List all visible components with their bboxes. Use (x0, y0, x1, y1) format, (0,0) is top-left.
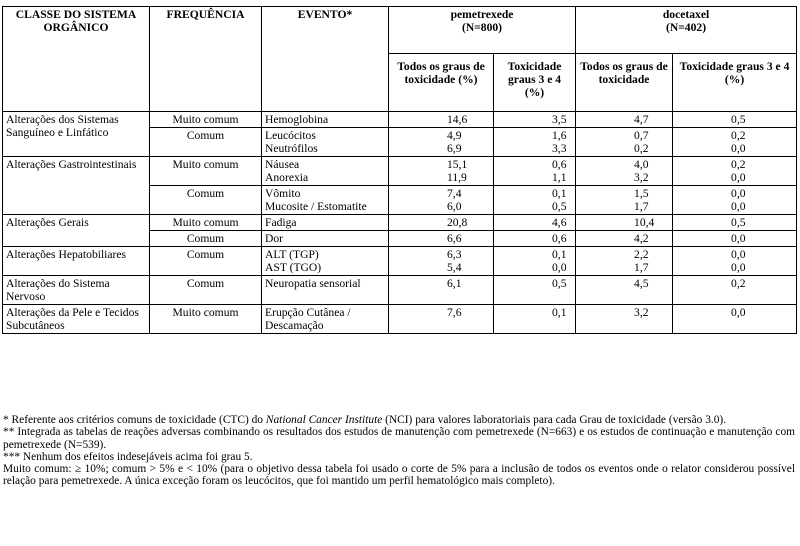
event-cell (262, 305, 389, 334)
doc-all-cell-line: 3,2 (634, 306, 649, 319)
doc-all-cell-line: 10,4 (634, 216, 655, 229)
doc-grade34-cell (673, 112, 797, 128)
header-docetaxel-n: (N=402) (665, 21, 707, 34)
pem-grade34-cell-line: 3,5 (552, 113, 567, 126)
pem-all-cell (389, 128, 494, 157)
pem-grade34-cell (494, 276, 576, 305)
pem-grade34-cell-line: 3,3 (552, 142, 567, 155)
pem-all-cell (389, 231, 494, 247)
header-docetaxel-name: docetaxel (662, 8, 710, 21)
pem-grade34-cell-line: 0,5 (552, 277, 567, 290)
frequency-cell: Comum (150, 128, 262, 157)
pem-all-cell-line: 6,3 (447, 248, 462, 261)
header-docetaxel (576, 7, 797, 54)
header-organ-system: CLASSE DO SISTEMA ORGÂNICO (3, 7, 150, 112)
doc-all-cell (576, 305, 673, 334)
event-cell (262, 186, 389, 215)
doc-all-cell (576, 247, 673, 276)
table-row (3, 305, 797, 334)
doc-all-cell (576, 231, 673, 247)
table-row (3, 157, 797, 186)
footnote-frequency: Muito comum: ≥ 10%; comum > 5% e < 10% (para o objetivo dessa tabela foi usado o corte de 5% para a inclusão de todos os eventos onde o relator considerou possível relação para pemetrexede. A única exceção foram os leucócitos, que foi mantido um perfil hematológico mais completo). (3, 463, 795, 488)
event-cell-line: AST (TGO) (265, 261, 322, 274)
header-pem-all-grades: Todos os graus de toxicidade (%) (389, 54, 494, 112)
doc-grade34-cell (673, 128, 797, 157)
event-cell-line: ALT (TGP) (265, 248, 319, 261)
header-doc-all-grades: Todos os graus de toxicidade (576, 54, 673, 112)
doc-grade34-cell-line: 0,0 (731, 142, 746, 155)
frequency-cell: Comum (150, 276, 262, 305)
header-doc-grade34: Toxicidade graus 3 e 4 (%) (673, 54, 797, 112)
doc-all-cell-line: 4,0 (634, 158, 649, 171)
frequency-cell: Comum (150, 231, 262, 247)
doc-grade34-cell-line: 0,0 (731, 171, 746, 184)
organ-system-cell: Alterações Hepatobiliares (3, 247, 150, 276)
event-cell (262, 157, 389, 186)
frequency-cell: Muito comum (150, 157, 262, 186)
pem-all-cell-line: 7,6 (447, 306, 462, 319)
event-cell-line: Fadiga (265, 216, 297, 229)
doc-grade34-cell-line: 0,0 (731, 232, 746, 245)
doc-all-cell-line: 1,5 (634, 187, 649, 200)
pem-grade34-cell (494, 112, 576, 128)
pem-grade34-cell-line: 0,1 (552, 248, 567, 261)
pem-grade34-cell-line: 0,6 (552, 158, 567, 171)
pem-grade34-cell (494, 305, 576, 334)
pem-grade34-cell-line: 0,0 (552, 261, 567, 274)
pem-all-cell-line: 5,4 (447, 261, 462, 274)
event-cell-line: Leucócitos (265, 129, 316, 142)
frequency-cell: Muito comum (150, 112, 262, 128)
frequency-cell: Comum (150, 247, 262, 276)
frequency-cell: Muito comum (150, 215, 262, 231)
event-cell (262, 231, 389, 247)
doc-all-cell-line: 4,7 (634, 113, 649, 126)
event-cell-line: Náusea (265, 158, 300, 171)
pem-grade34-cell (494, 186, 576, 215)
footnote-ctc-b: (NCI) para valores laboratoriais para cada Grau de toxicidade (versão 3.0). (382, 414, 727, 426)
header-pemetrexede (389, 7, 576, 54)
doc-grade34-cell (673, 305, 797, 334)
doc-grade34-cell (673, 231, 797, 247)
pem-all-cell-line: 20,8 (447, 216, 468, 229)
event-cell-line: Neuropatia sensorial (265, 277, 361, 290)
table-row (3, 215, 797, 231)
doc-grade34-cell (673, 157, 797, 186)
doc-all-cell (576, 186, 673, 215)
doc-all-cell-line: 4,2 (634, 232, 649, 245)
pem-all-cell-line: 6,6 (447, 232, 462, 245)
event-cell-line: Mucosite / Estomatite (265, 200, 367, 213)
doc-all-cell (576, 157, 673, 186)
doc-all-cell-line: 0,2 (634, 142, 649, 155)
footnote-grade5: *** Nenhum dos efeitos indesejáveis acima foi grau 5. (3, 450, 253, 463)
pem-grade34-cell-line: 0,1 (552, 306, 567, 319)
pem-all-cell-line: 6,1 (447, 277, 462, 290)
adverse-events-table (2, 6, 797, 334)
organ-system-cell: Alterações Gastrointestinais (3, 157, 150, 215)
header-event: EVENTO* (262, 7, 389, 112)
pem-grade34-cell-line: 0,1 (552, 187, 567, 200)
doc-grade34-cell-line: 0,5 (731, 113, 746, 126)
table-row (3, 276, 797, 305)
pem-all-cell-line: 6,9 (447, 142, 462, 155)
doc-grade34-cell-line: 0,0 (731, 187, 746, 200)
doc-all-cell-line: 1,7 (634, 261, 649, 274)
event-cell-line: Erupção Cutânea / Descamação (265, 306, 351, 332)
pem-all-cell-line: 4,9 (447, 129, 462, 142)
event-cell-line: Dor (265, 232, 284, 245)
doc-all-cell-line: 2,2 (634, 248, 649, 261)
pem-all-cell-line: 14,6 (447, 113, 468, 126)
table-row (3, 247, 797, 276)
footnote-ctc-a: * Referente aos critérios comuns de toxicidade (CTC) do (3, 414, 266, 426)
pem-all-cell-line: 6,0 (447, 200, 462, 213)
doc-grade34-cell-line: 0,2 (731, 277, 746, 290)
pem-all-cell (389, 305, 494, 334)
pem-grade34-cell-line: 0,6 (552, 232, 567, 245)
pem-grade34-cell (494, 157, 576, 186)
pem-all-cell-line: 7,4 (447, 187, 462, 200)
doc-all-cell-line: 4,5 (634, 277, 649, 290)
event-cell-line: Hemoglobina (265, 113, 329, 126)
organ-system-cell: Alterações dos Sistemas Sanguíneo e Linfático (3, 112, 150, 157)
organ-system-cell: Alterações da Pele e Tecidos Subcutâneos (3, 305, 150, 334)
pem-grade34-cell (494, 128, 576, 157)
pem-all-cell (389, 186, 494, 215)
doc-all-cell (576, 276, 673, 305)
doc-all-cell-line: 0,7 (634, 129, 649, 142)
event-cell (262, 276, 389, 305)
footnotes (3, 414, 795, 488)
pem-all-cell (389, 112, 494, 128)
event-cell-line: Anorexia (265, 171, 309, 184)
doc-grade34-cell-line: 0,0 (731, 306, 746, 319)
header-frequency: FREQUÊNCIA (150, 7, 262, 112)
doc-grade34-cell-line: 0,2 (731, 158, 746, 171)
organ-system-cell: Alterações do Sistema Nervoso (3, 276, 150, 305)
doc-all-cell (576, 128, 673, 157)
pem-all-cell-line: 15,1 (447, 158, 468, 171)
event-cell-line: Neutrófilos (265, 142, 318, 155)
pem-all-cell-line: 11,9 (447, 171, 467, 184)
pem-grade34-cell-line: 4,6 (552, 216, 567, 229)
doc-grade34-cell-line: 0,0 (731, 248, 746, 261)
pem-grade34-cell (494, 247, 576, 276)
event-cell-line: Vômito (265, 187, 301, 200)
doc-grade34-cell (673, 186, 797, 215)
footnote-ctc-nci: National Cancer Institute (265, 414, 383, 426)
organ-system-cell: Alterações Gerais (3, 215, 150, 247)
event-cell (262, 112, 389, 128)
pem-all-cell (389, 276, 494, 305)
doc-all-cell-line: 3,2 (634, 171, 649, 184)
doc-grade34-cell-line: 0,0 (731, 261, 746, 274)
event-cell (262, 215, 389, 231)
pem-grade34-cell-line: 0,5 (552, 200, 567, 213)
table-row (3, 112, 797, 128)
table-body (3, 112, 797, 334)
doc-grade34-cell (673, 215, 797, 231)
doc-grade34-cell-line: 0,0 (731, 200, 746, 213)
pem-all-cell (389, 157, 494, 186)
event-cell (262, 247, 389, 276)
pem-grade34-cell-line: 1,6 (552, 129, 567, 142)
pem-grade34-cell (494, 215, 576, 231)
doc-all-cell (576, 112, 673, 128)
header-pemetrexede-n: (N=800) (461, 21, 503, 34)
doc-grade34-cell (673, 247, 797, 276)
doc-grade34-cell (673, 276, 797, 305)
pem-all-cell (389, 215, 494, 231)
doc-grade34-cell-line: 0,2 (731, 129, 746, 142)
pem-all-cell (389, 247, 494, 276)
header-pem-grade34: Toxicidade graus 3 e 4 (%) (494, 54, 576, 112)
pem-grade34-cell (494, 231, 576, 247)
footnote-integrated: ** Integrada as tabelas de reações adversas combinando os resultados dos estudos de manutenção com pemetrexede (N=663) e os estudos de continuação e manutenção com pemetrexede (N=539). (3, 426, 795, 451)
doc-all-cell (576, 215, 673, 231)
footnote-ctc (3, 414, 795, 426)
doc-grade34-cell-line: 0,5 (731, 216, 746, 229)
doc-all-cell-line: 1,7 (634, 200, 649, 213)
pem-grade34-cell-line: 1,1 (552, 171, 567, 184)
frequency-cell: Muito comum (150, 305, 262, 334)
header-pemetrexede-name: pemetrexede (450, 8, 514, 21)
frequency-cell: Comum (150, 186, 262, 215)
event-cell (262, 128, 389, 157)
